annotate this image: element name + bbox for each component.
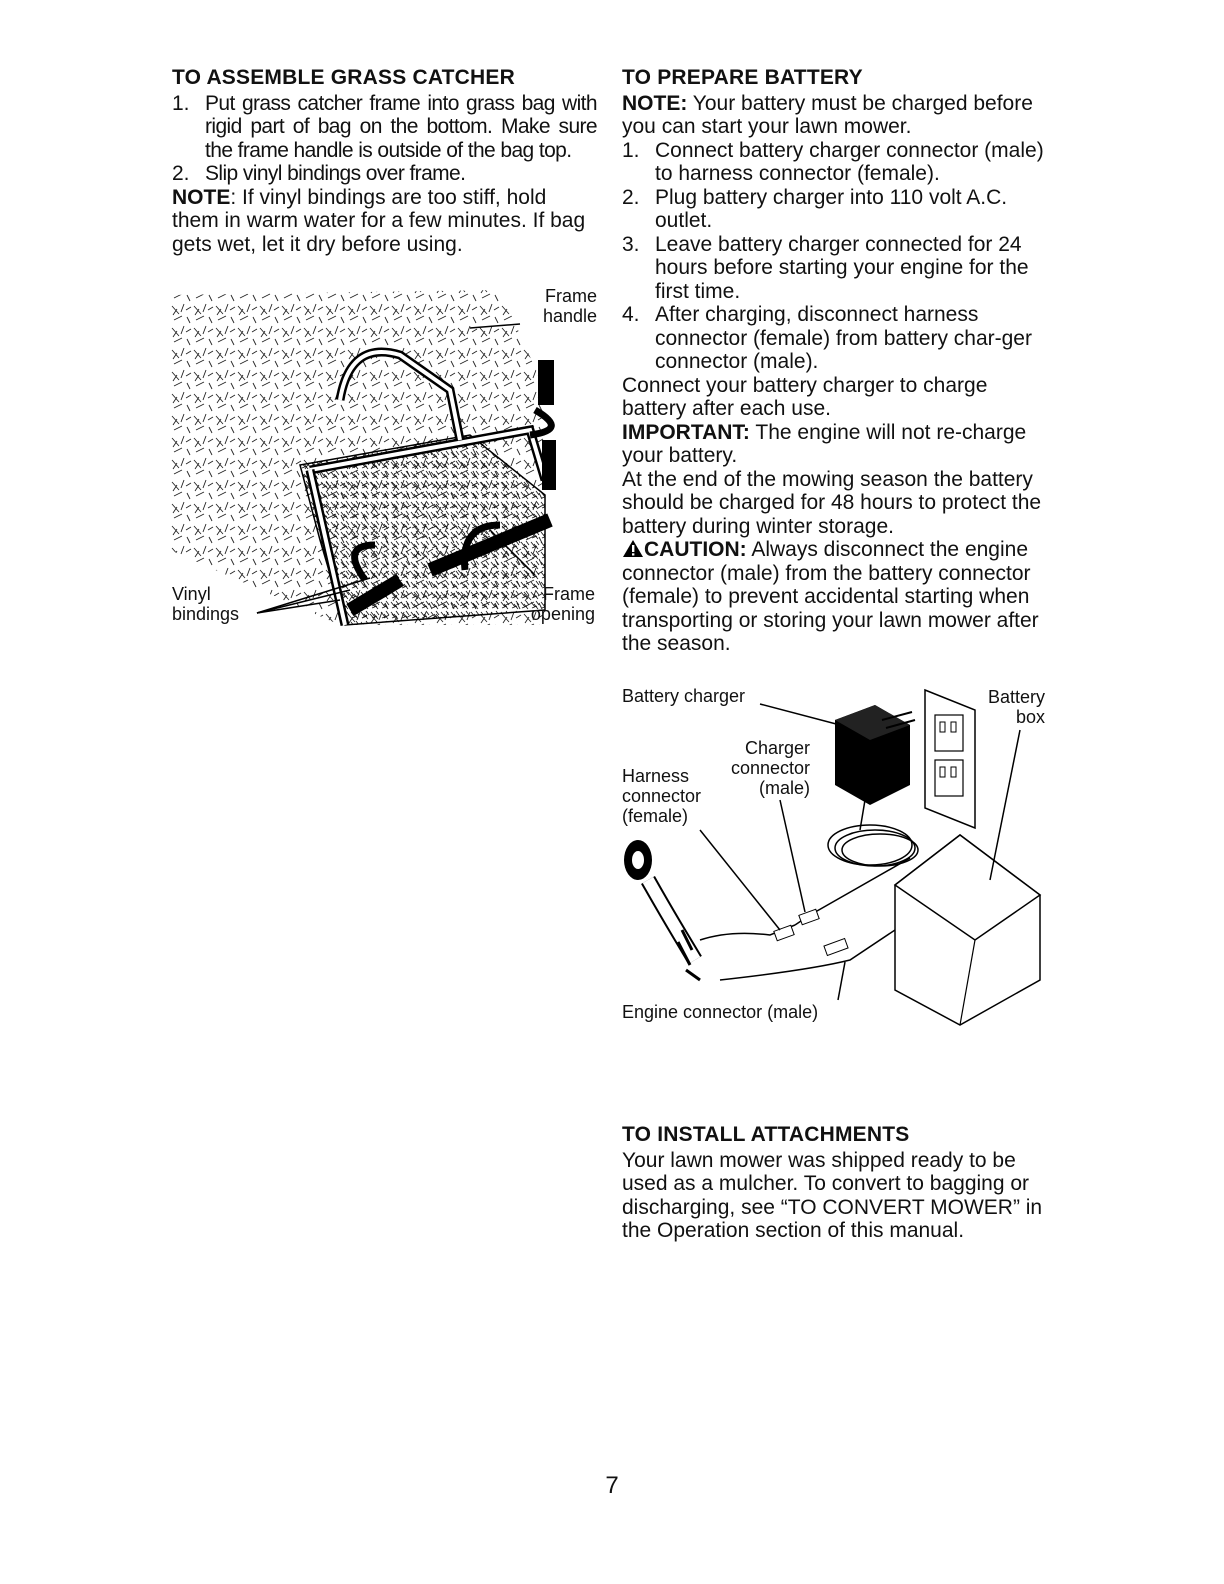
label-frame-handle: Frame handle <box>542 286 597 326</box>
label-vinyl-bindings: Vinyl bindings <box>172 584 240 624</box>
list-item: 2. Slip vinyl bindings over frame. <box>172 162 466 185</box>
label-battery-charger: Battery charger <box>622 686 746 706</box>
battery-note: NOTE: Your battery must be charged before you can start your lawn mower. <box>622 91 1033 138</box>
label-battery-box: Battery box <box>987 687 1045 727</box>
caution-note: CAUTION: Always disconnect the engine connector (male) from the battery connector (female) to prevent accidental starting when transporting or storing your lawn mower after the season. <box>622 538 1039 655</box>
list-item: 2. Plug battery charger into 110 volt A.C. outlet. <box>622 185 1008 232</box>
list-item: 3. Leave battery charger connected for 24 hours before starting your engine for the first time. <box>622 232 1029 303</box>
page-number: 7 <box>605 1472 619 1499</box>
assemble-grass-catcher-heading: TO ASSEMBLE GRASS CATCHER <box>172 66 515 89</box>
label-frame-opening: Frame opening <box>530 584 595 624</box>
install-attachments-heading: TO INSTALL ATTACHMENTS <box>622 1123 910 1146</box>
assemble-steps <box>172 92 597 186</box>
charge-after-use-text: Connect your battery charger to charge battery after each use. <box>622 373 988 420</box>
label-harness-connector: Harness connector (female) <box>622 766 702 826</box>
list-item: 4. After charging, disconnect harness connector (female) from battery char-ger connector (male). <box>622 303 1032 373</box>
important-note: IMPORTANT: The engine will not re-charge your battery. <box>622 420 1027 467</box>
attachments-text: Your lawn mower was shipped ready to be used as a mulcher. To convert to bagging or discharging, see “TO CONVERT MOWER” in the Operation section of this manual. <box>622 1148 1043 1242</box>
label-engine-connector: Engine connector (male) <box>622 1002 819 1022</box>
vinyl-binding <box>542 440 556 490</box>
right-column <box>622 66 1052 656</box>
charger-block <box>835 705 915 805</box>
vinyl-note: NOTE: If vinyl bindings are too stiff, hold them in warm water for a few minutes. If bag gets wet, let it dry before using. <box>172 185 586 256</box>
wall-outlet <box>925 690 975 828</box>
label-charger-connector: Charger connector (male) <box>730 738 810 798</box>
battery-box <box>720 835 1040 1025</box>
prepare-battery-heading: TO PREPARE BATTERY <box>622 66 863 89</box>
left-column <box>172 66 597 256</box>
battery-charger-illustration <box>620 680 1050 1030</box>
harness-plug <box>624 840 795 980</box>
season-text: At the end of the mowing season the battery should be charged for 48 hours to protect the battery during winter storage. <box>622 467 1042 538</box>
vinyl-binding <box>538 360 554 405</box>
warning-triangle-icon <box>622 539 644 558</box>
list-item: 1. Connect battery charger connector (male) to harness connector (female). <box>622 138 1044 185</box>
battery-steps <box>622 139 1052 374</box>
attachments-section <box>622 1123 1052 1243</box>
list-item: 1. Put grass catcher frame into grass bag with rigid part of bag on the bottom. Make sure the frame handle is outside of the bag top. <box>172 91 597 162</box>
